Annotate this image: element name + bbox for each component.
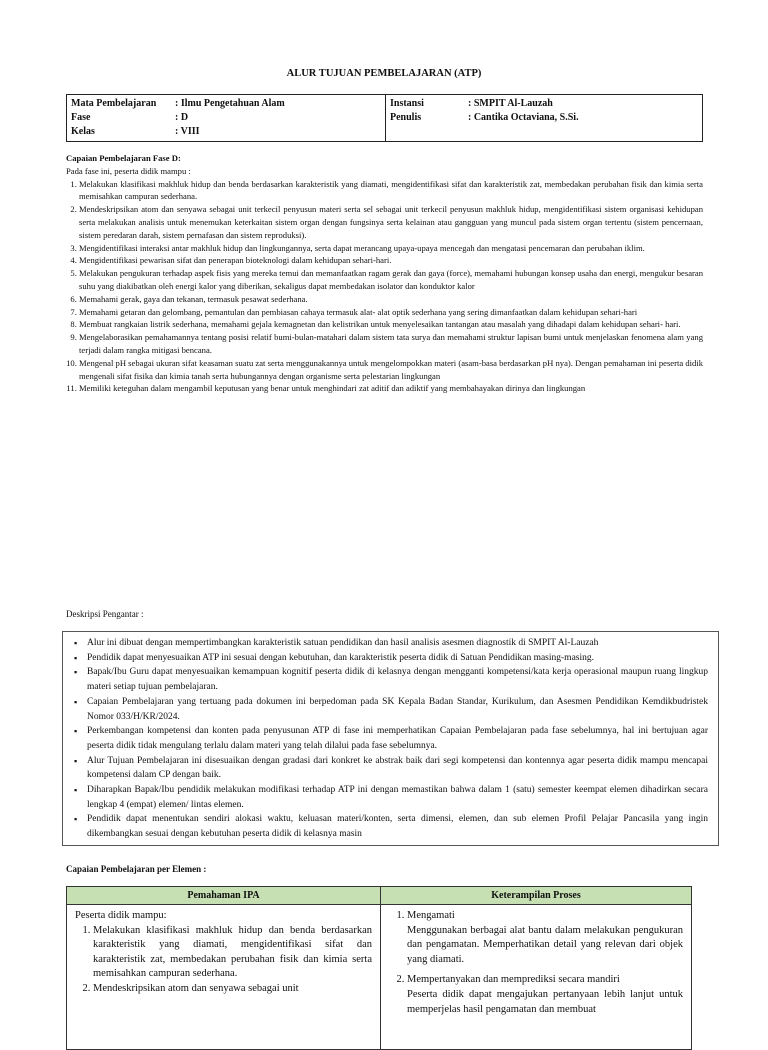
list-item: 1. Melakukan klasifikasi makhluk hidup dan benda berdasarkan karakteristik yang diamati, mengidentifikasi sifat dan karakteristik zat, membedakan perubahan fisik dan kimia serta memisahkan campuran sederhana.	[79, 178, 703, 204]
item-text: Menggunakan berbagai alat bantu dalam melakukan pengukuran dan pengamatan. Memperhatikan detail yang relevan dari objek yang diamati.	[407, 924, 683, 965]
info-table	[66, 94, 703, 142]
list-item: ▪ Perkembangan kompetensi dan konten pada penyusunan ATP di fase ini memperhatikan Capaian Pembelajaran pada fase sebelumnya, hal ini bertujuan agar peserta didik tidak mengulang terlalu dalam materi yang telah dilalui pada fase sebelumnya.	[87, 724, 708, 753]
keterampilan-list	[389, 909, 683, 1017]
instansi-label: Instansi	[390, 98, 424, 109]
list-item: ▪ Capaian Pembelajaran yang tertuang pada dokumen ini berpedoman pada SK Kepala Badan Standar, Kurikulum, dan Asesmen Pendidikan Kemdikbudristek Nomor 033/H/KR/2024.	[87, 695, 708, 724]
list-item	[407, 973, 683, 1017]
list-item: 3. Mengidentifikasi interaksi antar makhluk hidup dan lingkungannya, serta dapat merancang upaya-upaya mencegah dan mengatasi pencemaran dan perubahan iklim.	[79, 242, 703, 255]
deskripsi-box	[62, 631, 719, 846]
capaian-fase-list	[66, 178, 703, 396]
list-item: 2. Mendeskripsikan atom dan senyawa sebagai unit	[93, 982, 372, 997]
list-item: ▪ Diharapkan Bapak/Ibu pendidik melakukan modifikasi terhadap ATP ini dengan memastikan bahwa dalam 1 (satu) semester keempat elemen dihadirkan secara lengkap 4 (empat) elemen/ lintas elemen.	[87, 783, 708, 812]
deskripsi-list	[71, 636, 708, 842]
list-item: ▪ Bapak/Ibu Guru dapat menyesuaikan kemampuan kognitif peserta didik di kelasnya dengan mengganti kompetensi/kata kerja operasional maupun ruang lingkup materi setiap tujuan pembelajaran.	[87, 665, 708, 694]
info-left-cell	[67, 95, 386, 142]
pemahaman-cell	[67, 905, 381, 1050]
fase-label: Fase	[71, 112, 91, 123]
kelas-label: Kelas	[71, 126, 95, 137]
mapel-label: Mata Pembelajaran	[71, 98, 157, 109]
penulis-value: : Cantika Octaviana, S.Si.	[468, 112, 579, 123]
elemen-table	[66, 886, 692, 1050]
kelas-value: : VIII	[175, 126, 200, 137]
list-item: ▪ Alur ini dibuat dengan mempertimbangkan karakteristik satuan pendidikan dan hasil analisis asesmen diagnostik di SMPIT Al-Lauzah	[87, 636, 708, 651]
fase-value: : D	[175, 112, 189, 123]
pemahaman-intro: Peserta didik mampu:	[75, 910, 167, 921]
penulis-label: Penulis	[390, 112, 422, 123]
item-title: 2. Mempertanyakan dan memprediksi secara mandiri	[407, 974, 620, 986]
list-item: 2. Mendeskripsikan atom dan senyawa sebagai unit terkecil penyusun materi serta sel sebagai unit terkecil penyusun makhluk hidup, mengidentifikasi sistem organisasi kehidupan serta melakukan analisis untuk menemukan keterkaitan sistem organ dengan fungsinya serta kelainan atau gangguan yang muncul pada sistem organ tertentu (sistem pencernaan, sistem peredaran darah, sistem pernafasan dan sistem reproduksi).	[79, 203, 703, 241]
capaian-fase-heading: Capaian Pembelajaran Fase D:	[66, 153, 181, 163]
list-item: 5. Melakukan pengukuran terhadap aspek fisis yang mereka temui dan memanfaatkan ragam gerak dan gaya (force), memahami hubungan konsep usaha dan energi, mengukur besaran suhu yang diakibatkan oleh energi kalor yang diberikan, sekaligus dapat membedakan isolator dan konduktor kalor	[79, 267, 703, 293]
list-item: 8. Membuat rangkaian listrik sederhana, memahami gejala kemagnetan dan kelistrikan untuk menyelesaikan tantangan atau masalah yang dihadapi dalam kehidupan sehari- hari.	[79, 318, 703, 331]
list-item	[407, 909, 683, 967]
list-item: 11. Memiliki keteguhan dalam mengambil keputusan yang benar untuk menghindari zat aditif dan adiktif yang membahayakan dirinya dan lingkungan	[79, 382, 703, 395]
col-header-pemahaman: Pemahaman IPA	[67, 887, 381, 905]
list-item: 9. Mengelaborasikan pemahamannya tentang posisi relatif bumi-bulan-matahari dalam sistem tata surya dan memahami struktur lapisan bumi untuk menjelaskan fenomena alam yang terjadi dalam rangka mitigasi bencana.	[79, 331, 703, 357]
per-elemen-label: Capaian Pembelajaran per Elemen :	[66, 864, 207, 874]
list-item: 10. Mengenal pH sebagai ukuran sifat keasaman suatu zat serta menggunakannya untuk mengelompokkan materi (asam-basa berdasarkan pH nya). Dengan pemahaman ini peserta didik mengenali sifat fisika dan kimia tanah serta hubungannya dengan organisme serta pelestarian lingkungan	[79, 357, 703, 383]
list-item: ▪ Pendidik dapat menyesuaikan ATP ini sesuai dengan kebutuhan, dan karakteristik peserta didik di Satuan Pendidikan masing-masing.	[87, 651, 708, 666]
item-title: 1. Mengamati	[407, 910, 455, 921]
list-item: 7. Memahami getaran dan gelombang, pemantulan dan pembiasan cahaya termasuk alat- alat optik sederhana yang sering dimanfaatkan dalam kehidupan sehari-hari	[79, 306, 703, 319]
document-title: ALUR TUJUAN PEMBELAJARAN (ATP)	[286, 68, 482, 79]
keterampilan-cell	[381, 905, 692, 1050]
list-item: 6. Memahami gerak, gaya dan tekanan, termasuk pesawat sederhana.	[79, 293, 703, 306]
col-header-keterampilan: Keterampilan Proses	[381, 887, 692, 905]
mapel-value: : Ilmu Pengetahuan Alam	[175, 98, 285, 109]
list-item: ▪ Pendidik dapat menentukan sendiri alokasi waktu, keluasan materi/konten, serta dimensi, elemen, dan sub elemen Profil Pelajar Pancasila yang ingin dikembangkan sesuai dengan kebutuhan peserta didik di kelasnya masin	[87, 812, 708, 841]
list-item: ▪ Alur Tujuan Pembelajaran ini disesuaikan dengan gradasi dari konkret ke abstrak baik dari segi kompetensi dan kontennya agar peserta didik mampu mencapai kompetensi dalam CP dengan baik.	[87, 754, 708, 783]
capaian-fase-intro: Pada fase ini, peserta didik mampu :	[66, 165, 191, 176]
info-right-cell	[386, 95, 703, 142]
item-text: Peserta didik dapat mengajukan pertanyaan lebih lanjut untuk memperjelas hasil pengamatan dan membuat	[407, 988, 683, 1015]
list-item: 4. Mengidentifikasi pewarisan sifat dan penerapan bioteknologi dalam kehidupan sehari-hari.	[79, 254, 703, 267]
capaian-fase-section	[66, 152, 703, 395]
list-item: 1. Melakukan klasifikasi makhluk hidup dan benda berdasarkan karakteristik yang diamati, mengidentifikasi sifat dan karakteristik zat, membedakan perubahan fisik dan kimia serta memisahkan campuran sederhana.	[93, 924, 372, 982]
deskripsi-label: Deskripsi Pengantar :	[66, 609, 144, 619]
pemahaman-list	[75, 924, 372, 997]
instansi-value: : SMPIT Al-Lauzah	[468, 98, 553, 109]
